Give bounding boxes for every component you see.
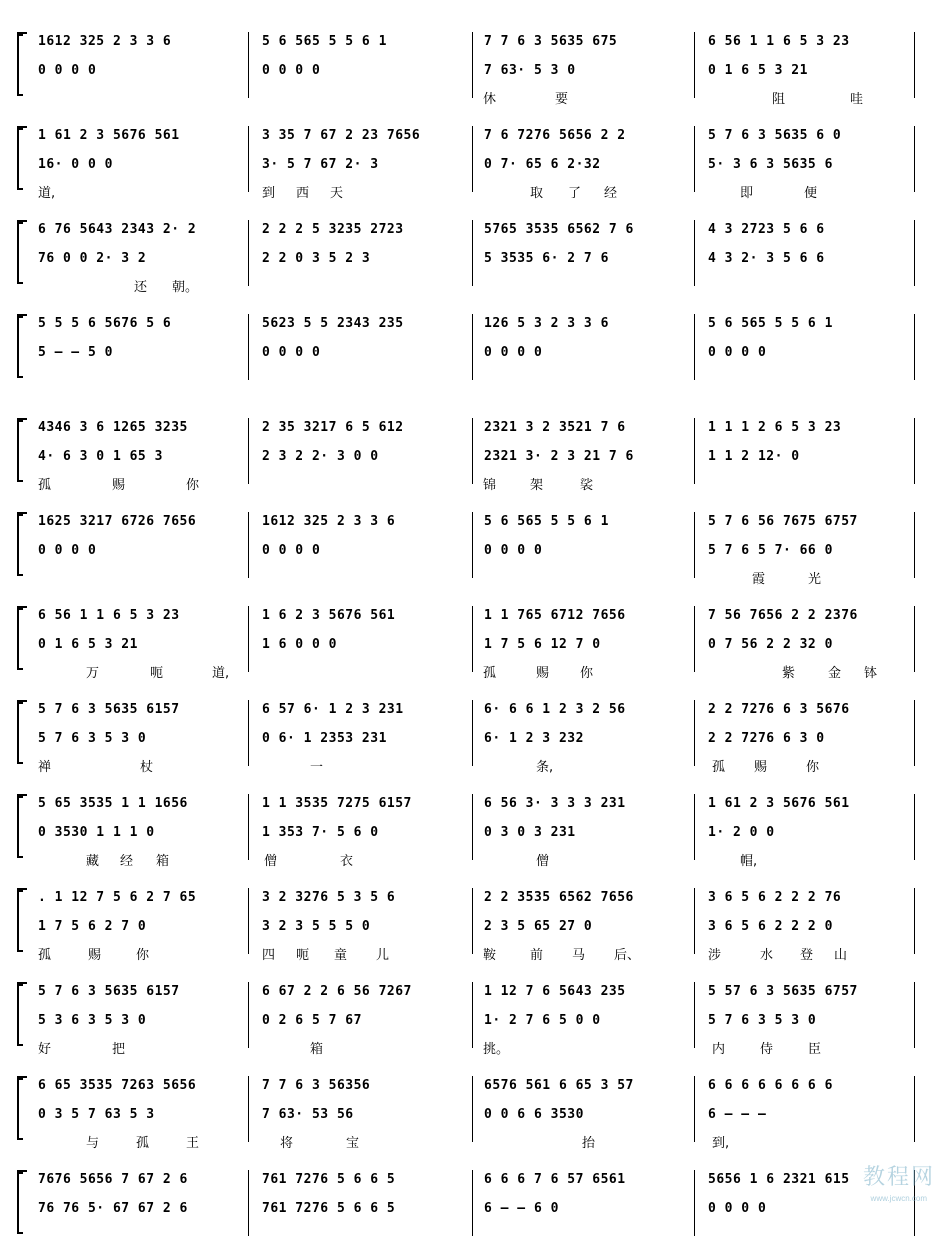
barline bbox=[694, 418, 695, 484]
barline bbox=[472, 220, 473, 286]
lyric-syllable: 天 bbox=[330, 186, 344, 201]
melody-measure: 6 56 1 1 6 5 3 23 bbox=[708, 34, 850, 49]
melody-measure: . 1 12 7 5 6 2 7 65 bbox=[38, 890, 197, 905]
accompaniment-measure: 0 3 5 7 63 5 3 bbox=[38, 1107, 155, 1122]
lyric-syllable: 孤 bbox=[136, 1136, 150, 1151]
barline bbox=[694, 982, 695, 1048]
lyric-syllable: 取 bbox=[530, 186, 544, 201]
lyric-syllable: 赐 bbox=[112, 478, 126, 493]
melody-measure: 1 1 765 6712 7656 bbox=[484, 608, 626, 623]
barline bbox=[694, 32, 695, 98]
accompaniment-measure: 0 3530 1 1 1 0 bbox=[38, 825, 155, 840]
melody-measure: 2321 3 2 3521 7 6 bbox=[484, 420, 626, 435]
lyric-syllable: 钵 bbox=[864, 666, 878, 681]
lyric-syllable: 鞍 bbox=[483, 948, 497, 963]
melody-measure: 1625 3217 6726 7656 bbox=[38, 514, 197, 529]
melody-measure: 5 7 6 3 5635 6157 bbox=[38, 984, 180, 999]
accompaniment-measure: 2 3 5 65 27 0 bbox=[484, 919, 593, 934]
barline bbox=[248, 220, 249, 286]
barline bbox=[472, 126, 473, 192]
barline bbox=[694, 126, 695, 192]
melody-measure: 6 76 5643 2343 2· 2 bbox=[38, 222, 197, 237]
melody-measure: 4 3 2723 5 6 6 bbox=[708, 222, 825, 237]
score-system bbox=[0, 888, 941, 978]
accompaniment-measure: 1 6 0 0 0 bbox=[262, 637, 337, 652]
score-system bbox=[0, 220, 941, 310]
system-bracket bbox=[17, 420, 23, 482]
lyric-syllable: 赐 bbox=[536, 666, 550, 681]
accompaniment-measure: 1 7 5 6 2 7 0 bbox=[38, 919, 147, 934]
lyric-syllable: 四 bbox=[262, 948, 276, 963]
lyric-syllable: 即 bbox=[740, 186, 754, 201]
lyric-syllable: 朝。 bbox=[172, 280, 199, 295]
lyric-syllable: 侍 bbox=[760, 1042, 774, 1057]
barline bbox=[694, 220, 695, 286]
melody-measure: 6 57 6· 1 2 3 231 bbox=[262, 702, 404, 717]
system-bracket bbox=[17, 1078, 23, 1140]
score-system bbox=[0, 512, 941, 602]
lyric-syllable: 你 bbox=[136, 948, 150, 963]
barline bbox=[248, 982, 249, 1048]
melody-measure: 7 6 7276 5656 2 2 bbox=[484, 128, 626, 143]
lyric-syllable: 将 bbox=[280, 1136, 294, 1151]
lyric-syllable: 王 bbox=[186, 1136, 200, 1151]
accompaniment-measure: 5 3535 6· 2 7 6 bbox=[484, 251, 609, 266]
melody-measure: 7 7 6 3 5635 675 bbox=[484, 34, 618, 49]
lyric-syllable: 便 bbox=[804, 186, 818, 201]
system-bracket bbox=[17, 984, 23, 1046]
barline bbox=[694, 512, 695, 578]
accompaniment-measure: 7 63· 53 56 bbox=[262, 1107, 354, 1122]
lyric-syllable: 紫 bbox=[782, 666, 796, 681]
melody-measure: 5623 5 5 2343 235 bbox=[262, 316, 404, 331]
lyric-syllable: 箱 bbox=[310, 1042, 324, 1057]
lyric-syllable: 经 bbox=[120, 854, 134, 869]
score-system bbox=[0, 1076, 941, 1166]
lyric-syllable: 休 bbox=[483, 92, 497, 107]
barline bbox=[472, 1170, 473, 1236]
melody-measure: 6 67 2 2 6 56 7267 bbox=[262, 984, 412, 999]
lyric-syllable: 阻 bbox=[772, 92, 786, 107]
melody-measure: 5 5 5 6 5676 5 6 bbox=[38, 316, 172, 331]
lyric-syllable: 金 bbox=[828, 666, 842, 681]
melody-measure: 6 56 3· 3 3 3 231 bbox=[484, 796, 626, 811]
accompaniment-measure: 0 0 0 0 bbox=[38, 63, 97, 78]
barline bbox=[472, 418, 473, 484]
lyric-syllable: 霞 bbox=[752, 572, 766, 587]
barline bbox=[694, 1076, 695, 1142]
barline bbox=[472, 794, 473, 860]
melody-measure: 5 65 3535 1 1 1656 bbox=[38, 796, 188, 811]
barline bbox=[694, 794, 695, 860]
lyric-syllable: 后、 bbox=[614, 948, 641, 963]
lyric-syllable: 前 bbox=[530, 948, 544, 963]
lyric-syllable: 帽, bbox=[740, 854, 758, 869]
accompaniment-measure: 3 2 3 5 5 5 0 bbox=[262, 919, 371, 934]
accompaniment-measure: 1 7 5 6 12 7 0 bbox=[484, 637, 601, 652]
score-system bbox=[0, 606, 941, 696]
melody-measure: 5 6 565 5 5 6 1 bbox=[484, 514, 609, 529]
lyric-syllable: 西 bbox=[296, 186, 310, 201]
barline bbox=[248, 32, 249, 98]
accompaniment-measure: 5· 3 6 3 5635 6 bbox=[708, 157, 833, 172]
accompaniment-measure: 0 6· 1 2353 231 bbox=[262, 731, 387, 746]
system-bracket bbox=[17, 34, 23, 96]
accompaniment-measure: 0 7 56 2 2 32 0 bbox=[708, 637, 833, 652]
lyric-syllable: 儿 bbox=[376, 948, 390, 963]
lyric-syllable: 呃 bbox=[150, 666, 164, 681]
system-bracket bbox=[17, 514, 23, 576]
accompaniment-measure: 0 0 0 0 bbox=[484, 543, 543, 558]
lyric-syllable: 孤 bbox=[483, 666, 497, 681]
lyric-syllable: 条, bbox=[536, 760, 554, 775]
accompaniment-measure: 2 2 7276 6 3 0 bbox=[708, 731, 825, 746]
melody-measure: 3 6 5 6 2 2 2 76 bbox=[708, 890, 842, 905]
accompaniment-measure: 1 1 2 12· 0 bbox=[708, 449, 800, 464]
lyric-syllable: 内 bbox=[712, 1042, 726, 1057]
melody-measure: 3 2 3276 5 3 5 6 bbox=[262, 890, 396, 905]
accompaniment-measure: 1· 2 0 0 bbox=[708, 825, 775, 840]
lyric-syllable: 呃 bbox=[296, 948, 310, 963]
lyric-syllable: 山 bbox=[834, 948, 848, 963]
lyric-syllable: 好 bbox=[38, 1042, 52, 1057]
melody-measure: 5 57 6 3 5635 6757 bbox=[708, 984, 858, 999]
lyric-syllable: 道, bbox=[212, 666, 230, 681]
melody-measure: 6 65 3535 7263 5656 bbox=[38, 1078, 197, 1093]
melody-measure: 5 6 565 5 5 6 1 bbox=[262, 34, 387, 49]
accompaniment-measure: 2321 3· 2 3 21 7 6 bbox=[484, 449, 634, 464]
melody-measure: 761 7276 5 6 6 5 bbox=[262, 1172, 396, 1187]
accompaniment-measure: 3· 5 7 67 2· 3 bbox=[262, 157, 379, 172]
accompaniment-measure: 6 — — 6 0 bbox=[484, 1201, 559, 1216]
melody-measure: 6· 6 6 1 2 3 2 56 bbox=[484, 702, 626, 717]
accompaniment-measure: 0 3 0 3 231 bbox=[484, 825, 576, 840]
watermark-logo: 教程网 bbox=[862, 1165, 935, 1190]
lyric-syllable: 还 bbox=[134, 280, 148, 295]
melody-measure: 2 35 3217 6 5 612 bbox=[262, 420, 404, 435]
accompaniment-measure: 5 — — 5 0 bbox=[38, 345, 113, 360]
accompaniment-measure: 7 63· 5 3 0 bbox=[484, 63, 576, 78]
accompaniment-measure: 0 1 6 5 3 21 bbox=[38, 637, 138, 652]
melody-measure: 1 1 3535 7275 6157 bbox=[262, 796, 412, 811]
barline bbox=[248, 1170, 249, 1236]
lyric-syllable: 衣 bbox=[340, 854, 354, 869]
barline bbox=[472, 888, 473, 954]
melody-measure: 1 6 2 3 5676 561 bbox=[262, 608, 396, 623]
lyric-syllable: 你 bbox=[186, 478, 200, 493]
barline bbox=[248, 700, 249, 766]
lyric-syllable: 挑。 bbox=[483, 1042, 510, 1057]
accompaniment-measure: 5 7 6 5 7· 66 0 bbox=[708, 543, 833, 558]
lyric-syllable: 僧 bbox=[264, 854, 278, 869]
barline bbox=[694, 606, 695, 672]
lyric-syllable: 赐 bbox=[754, 760, 768, 775]
accompaniment-measure: 4 3 2· 3 5 6 6 bbox=[708, 251, 825, 266]
melody-measure: 4346 3 6 1265 3235 bbox=[38, 420, 188, 435]
accompaniment-measure: 76 0 0 2· 3 2 bbox=[38, 251, 147, 266]
accompaniment-measure: 0 0 0 0 bbox=[484, 345, 543, 360]
melody-measure: 3 35 7 67 2 23 7656 bbox=[262, 128, 421, 143]
accompaniment-measure: 5 7 6 3 5 3 0 bbox=[708, 1013, 817, 1028]
barline bbox=[694, 1170, 695, 1236]
accompaniment-measure: 0 2 6 5 7 67 bbox=[262, 1013, 362, 1028]
lyric-syllable: 童 bbox=[334, 948, 348, 963]
melody-measure: 126 5 3 2 3 3 6 bbox=[484, 316, 609, 331]
melody-measure: 1612 325 2 3 3 6 bbox=[262, 514, 396, 529]
accompaniment-measure: 0 7· 65 6 2·32 bbox=[484, 157, 601, 172]
lyric-syllable: 僧 bbox=[536, 854, 550, 869]
lyric-syllable: 了 bbox=[568, 186, 582, 201]
barline bbox=[248, 888, 249, 954]
melody-measure: 5 6 565 5 5 6 1 bbox=[708, 316, 833, 331]
lyric-syllable: 把 bbox=[112, 1042, 126, 1057]
system-bracket bbox=[17, 222, 23, 284]
accompaniment-measure: 0 0 0 0 bbox=[38, 543, 97, 558]
barline bbox=[694, 888, 695, 954]
lyric-syllable: 藏 bbox=[86, 854, 100, 869]
accompaniment-measure: 0 0 0 0 bbox=[708, 1201, 767, 1216]
barline bbox=[472, 1076, 473, 1142]
barline bbox=[694, 700, 695, 766]
accompaniment-measure: 1· 2 7 6 5 0 0 bbox=[484, 1013, 601, 1028]
accompaniment-measure: 16· 0 0 0 bbox=[38, 157, 113, 172]
melody-measure: 5 7 6 3 5635 6 0 bbox=[708, 128, 842, 143]
lyric-syllable: 杖 bbox=[140, 760, 154, 775]
accompaniment-measure: 0 1 6 5 3 21 bbox=[708, 63, 808, 78]
melody-measure: 1 61 2 3 5676 561 bbox=[38, 128, 180, 143]
lyric-syllable: 臣 bbox=[808, 1042, 822, 1057]
barline bbox=[472, 32, 473, 98]
melody-measure: 1 12 7 6 5643 235 bbox=[484, 984, 626, 999]
accompaniment-measure: 0 0 0 0 bbox=[708, 345, 767, 360]
lyric-syllable: 与 bbox=[86, 1136, 100, 1151]
system-bracket bbox=[17, 608, 23, 670]
barline bbox=[248, 606, 249, 672]
melody-measure: 2 2 2 5 3235 2723 bbox=[262, 222, 404, 237]
score-system bbox=[0, 982, 941, 1072]
accompaniment-measure: 0 0 6 6 3530 bbox=[484, 1107, 584, 1122]
lyric-syllable: 孤 bbox=[712, 760, 726, 775]
barline bbox=[248, 314, 249, 380]
barline bbox=[472, 512, 473, 578]
accompaniment-measure: 6· 1 2 3 232 bbox=[484, 731, 584, 746]
accompaniment-measure: 5 7 6 3 5 3 0 bbox=[38, 731, 147, 746]
accompaniment-measure: 0 0 0 0 bbox=[262, 543, 321, 558]
score-system bbox=[0, 794, 941, 884]
lyric-syllable: 到, bbox=[712, 1136, 730, 1151]
accompaniment-measure: 4· 6 3 0 1 65 3 bbox=[38, 449, 163, 464]
barline bbox=[472, 314, 473, 380]
melody-measure: 1 1 1 2 6 5 3 23 bbox=[708, 420, 842, 435]
lyric-syllable: 禅 bbox=[38, 760, 52, 775]
melody-measure: 6 6 6 6 6 6 6 6 bbox=[708, 1078, 833, 1093]
barline bbox=[472, 700, 473, 766]
melody-measure: 7 7 6 3 56356 bbox=[262, 1078, 371, 1093]
melody-measure: 2 2 7276 6 3 5676 bbox=[708, 702, 850, 717]
barline bbox=[472, 982, 473, 1048]
melody-measure: 6 6 6 7 6 57 6561 bbox=[484, 1172, 626, 1187]
accompaniment-measure: 0 0 0 0 bbox=[262, 63, 321, 78]
barline bbox=[248, 794, 249, 860]
lyric-syllable: 裟 bbox=[580, 478, 594, 493]
score-system bbox=[0, 314, 941, 404]
accompaniment-measure: 3 6 5 6 2 2 2 0 bbox=[708, 919, 833, 934]
lyric-syllable: 宝 bbox=[346, 1136, 360, 1151]
score-system bbox=[0, 1170, 941, 1260]
barline bbox=[694, 314, 695, 380]
score-system bbox=[0, 126, 941, 216]
accompaniment-measure: 0 0 0 0 bbox=[262, 345, 321, 360]
lyric-syllable: 道, bbox=[38, 186, 56, 201]
system-bracket bbox=[17, 890, 23, 952]
lyric-syllable: 马 bbox=[572, 948, 586, 963]
melody-measure: 7676 5656 7 67 2 6 bbox=[38, 1172, 188, 1187]
lyric-syllable: 孤 bbox=[38, 478, 52, 493]
melody-measure: 7 56 7656 2 2 2376 bbox=[708, 608, 858, 623]
lyric-syllable: 哇 bbox=[850, 92, 864, 107]
barline bbox=[248, 512, 249, 578]
lyric-syllable: 经 bbox=[604, 186, 618, 201]
lyric-syllable: 你 bbox=[580, 666, 594, 681]
barline bbox=[472, 606, 473, 672]
score-system bbox=[0, 32, 941, 122]
accompaniment-measure: 76 76 5· 67 67 2 6 bbox=[38, 1201, 188, 1216]
melody-measure: 2 2 3535 6562 7656 bbox=[484, 890, 634, 905]
system-bracket bbox=[17, 1172, 23, 1234]
melody-measure: 5 7 6 3 5635 6157 bbox=[38, 702, 180, 717]
score-system bbox=[0, 700, 941, 790]
melody-measure: 5765 3535 6562 7 6 bbox=[484, 222, 634, 237]
lyric-syllable: 你 bbox=[806, 760, 820, 775]
lyric-syllable: 一 bbox=[310, 760, 324, 775]
accompaniment-measure: 5 3 6 3 5 3 0 bbox=[38, 1013, 147, 1028]
melody-measure: 1612 325 2 3 3 6 bbox=[38, 34, 172, 49]
lyric-syllable: 光 bbox=[808, 572, 822, 587]
system-bracket bbox=[17, 796, 23, 858]
lyric-syllable: 孤 bbox=[38, 948, 52, 963]
lyric-syllable: 架 bbox=[530, 478, 544, 493]
system-bracket bbox=[17, 702, 23, 764]
melody-measure: 6576 561 6 65 3 57 bbox=[484, 1078, 634, 1093]
barline bbox=[248, 1076, 249, 1142]
accompaniment-measure: 1 353 7· 5 6 0 bbox=[262, 825, 379, 840]
melody-measure: 6 56 1 1 6 5 3 23 bbox=[38, 608, 180, 623]
lyric-syllable: 到 bbox=[262, 186, 276, 201]
lyric-syllable: 锦 bbox=[483, 478, 497, 493]
accompaniment-measure: 2 2 0 3 5 2 3 bbox=[262, 251, 371, 266]
barline bbox=[248, 418, 249, 484]
lyric-syllable: 箱 bbox=[156, 854, 170, 869]
lyric-syllable: 抬 bbox=[582, 1136, 596, 1151]
barline bbox=[248, 126, 249, 192]
score-system bbox=[0, 418, 941, 508]
system-bracket bbox=[17, 316, 23, 378]
lyric-syllable: 万 bbox=[86, 666, 100, 681]
melody-measure: 1 61 2 3 5676 561 bbox=[708, 796, 850, 811]
accompaniment-measure: 6 — — — bbox=[708, 1107, 767, 1122]
system-bracket bbox=[17, 128, 23, 190]
lyric-syllable: 水 bbox=[760, 948, 774, 963]
lyric-syllable: 赐 bbox=[88, 948, 102, 963]
accompaniment-measure: 2 3 2 2· 3 0 0 bbox=[262, 449, 379, 464]
lyric-syllable: 登 bbox=[800, 948, 814, 963]
accompaniment-measure: 761 7276 5 6 6 5 bbox=[262, 1201, 396, 1216]
melody-measure: 5 7 6 56 7675 6757 bbox=[708, 514, 858, 529]
lyric-syllable: 涉 bbox=[708, 948, 722, 963]
melody-measure: 5656 1 6 2321 615 bbox=[708, 1172, 850, 1187]
lyric-syllable: 要 bbox=[555, 92, 569, 107]
watermark-url: www.jcwcn.com bbox=[870, 1194, 927, 1203]
